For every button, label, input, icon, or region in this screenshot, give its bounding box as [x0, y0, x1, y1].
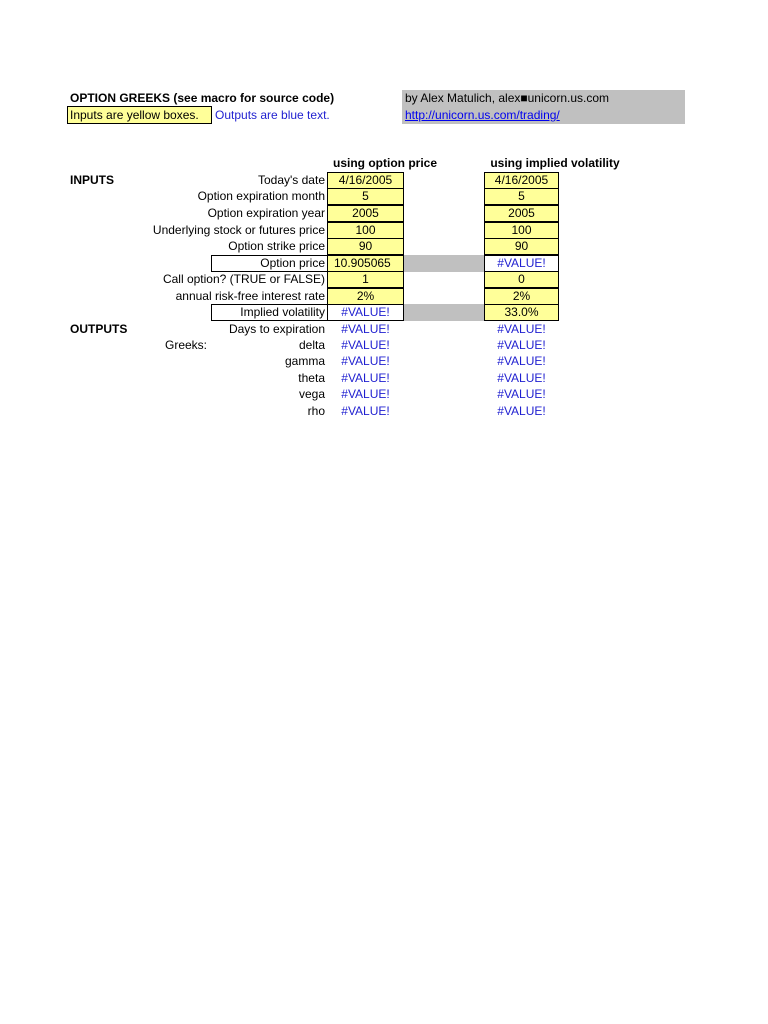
row-label-implied-volatility: Implied volatility — [211, 304, 328, 321]
outputs-note: Outputs are blue text. — [215, 108, 330, 122]
page-title: OPTION GREEKS (see macro for source code) — [70, 91, 335, 105]
row-label-todays-date: Today's date — [257, 173, 325, 187]
grey-spacer — [403, 255, 485, 272]
output-delta-2: #VALUE! — [497, 338, 546, 352]
row-label-theta: theta — [298, 371, 325, 385]
output-days-to-expiration-2: #VALUE! — [497, 322, 546, 336]
output-delta: #VALUE! — [341, 338, 390, 352]
input-underlying-price-2[interactable]: 100 — [484, 222, 559, 239]
input-option-price[interactable]: 10.905065 — [327, 255, 404, 272]
input-expiration-month[interactable]: 5 — [327, 188, 404, 205]
column-header-option-price: using option price — [333, 156, 437, 170]
output-theta: #VALUE! — [341, 371, 390, 385]
input-strike-price[interactable]: 90 — [327, 238, 404, 255]
input-interest-rate[interactable]: 2% — [327, 288, 404, 305]
author-text: by Alex Matulich, alex■unicorn.us.com — [405, 91, 610, 105]
output-gamma: #VALUE! — [341, 354, 390, 368]
input-underlying-price[interactable]: 100 — [327, 222, 404, 239]
inputs-note: Inputs are yellow boxes. — [67, 106, 212, 124]
row-label-interest-rate: annual risk-free interest rate — [175, 289, 325, 303]
output-gamma-2: #VALUE! — [497, 354, 546, 368]
row-label-expiration-year: Option expiration year — [207, 206, 325, 220]
row-label-vega: vega — [298, 387, 325, 401]
column-header-implied-volatility: using implied volatility — [490, 156, 620, 170]
output-vega: #VALUE! — [341, 387, 390, 401]
input-implied-volatility-2[interactable]: 33.0% — [484, 304, 559, 321]
row-label-option-price: Option price — [211, 255, 328, 272]
output-days-to-expiration: #VALUE! — [341, 322, 390, 336]
input-todays-date-2[interactable]: 4/16/2005 — [484, 172, 559, 189]
section-greeks: Greeks: — [165, 338, 208, 352]
input-expiration-month-2[interactable]: 5 — [484, 188, 559, 205]
input-strike-price-2[interactable]: 90 — [484, 238, 559, 255]
row-label-delta: delta — [298, 338, 325, 352]
input-expiration-year-2[interactable]: 2005 — [484, 205, 559, 222]
input-expiration-year[interactable]: 2005 — [327, 205, 404, 222]
row-label-rho: rho — [307, 404, 325, 418]
section-outputs: OUTPUTS — [70, 322, 128, 336]
grey-spacer — [403, 304, 485, 321]
output-rho-2: #VALUE! — [497, 404, 546, 418]
author-link[interactable]: http://unicorn.us.com/trading/ — [405, 108, 560, 122]
row-label-strike-price: Option strike price — [228, 239, 325, 253]
row-label-expiration-month: Option expiration month — [197, 189, 325, 203]
row-label-gamma: gamma — [284, 354, 325, 368]
row-label-days-to-expiration: Days to expiration — [228, 322, 325, 336]
input-call-option[interactable]: 1 — [327, 271, 404, 288]
input-interest-rate-2[interactable]: 2% — [484, 288, 559, 305]
input-call-option-2[interactable]: 0 — [484, 271, 559, 288]
row-label-call-option: Call option? (TRUE or FALSE) — [162, 272, 325, 286]
section-inputs: INPUTS — [70, 173, 115, 187]
input-todays-date[interactable]: 4/16/2005 — [327, 172, 404, 189]
row-label-underlying-price: Underlying stock or futures price — [152, 223, 325, 237]
output-vega-2: #VALUE! — [497, 387, 546, 401]
output-rho: #VALUE! — [341, 404, 390, 418]
output-theta-2: #VALUE! — [497, 371, 546, 385]
output-implied-volatility: #VALUE! — [327, 304, 404, 321]
output-option-price-2: #VALUE! — [484, 255, 559, 272]
